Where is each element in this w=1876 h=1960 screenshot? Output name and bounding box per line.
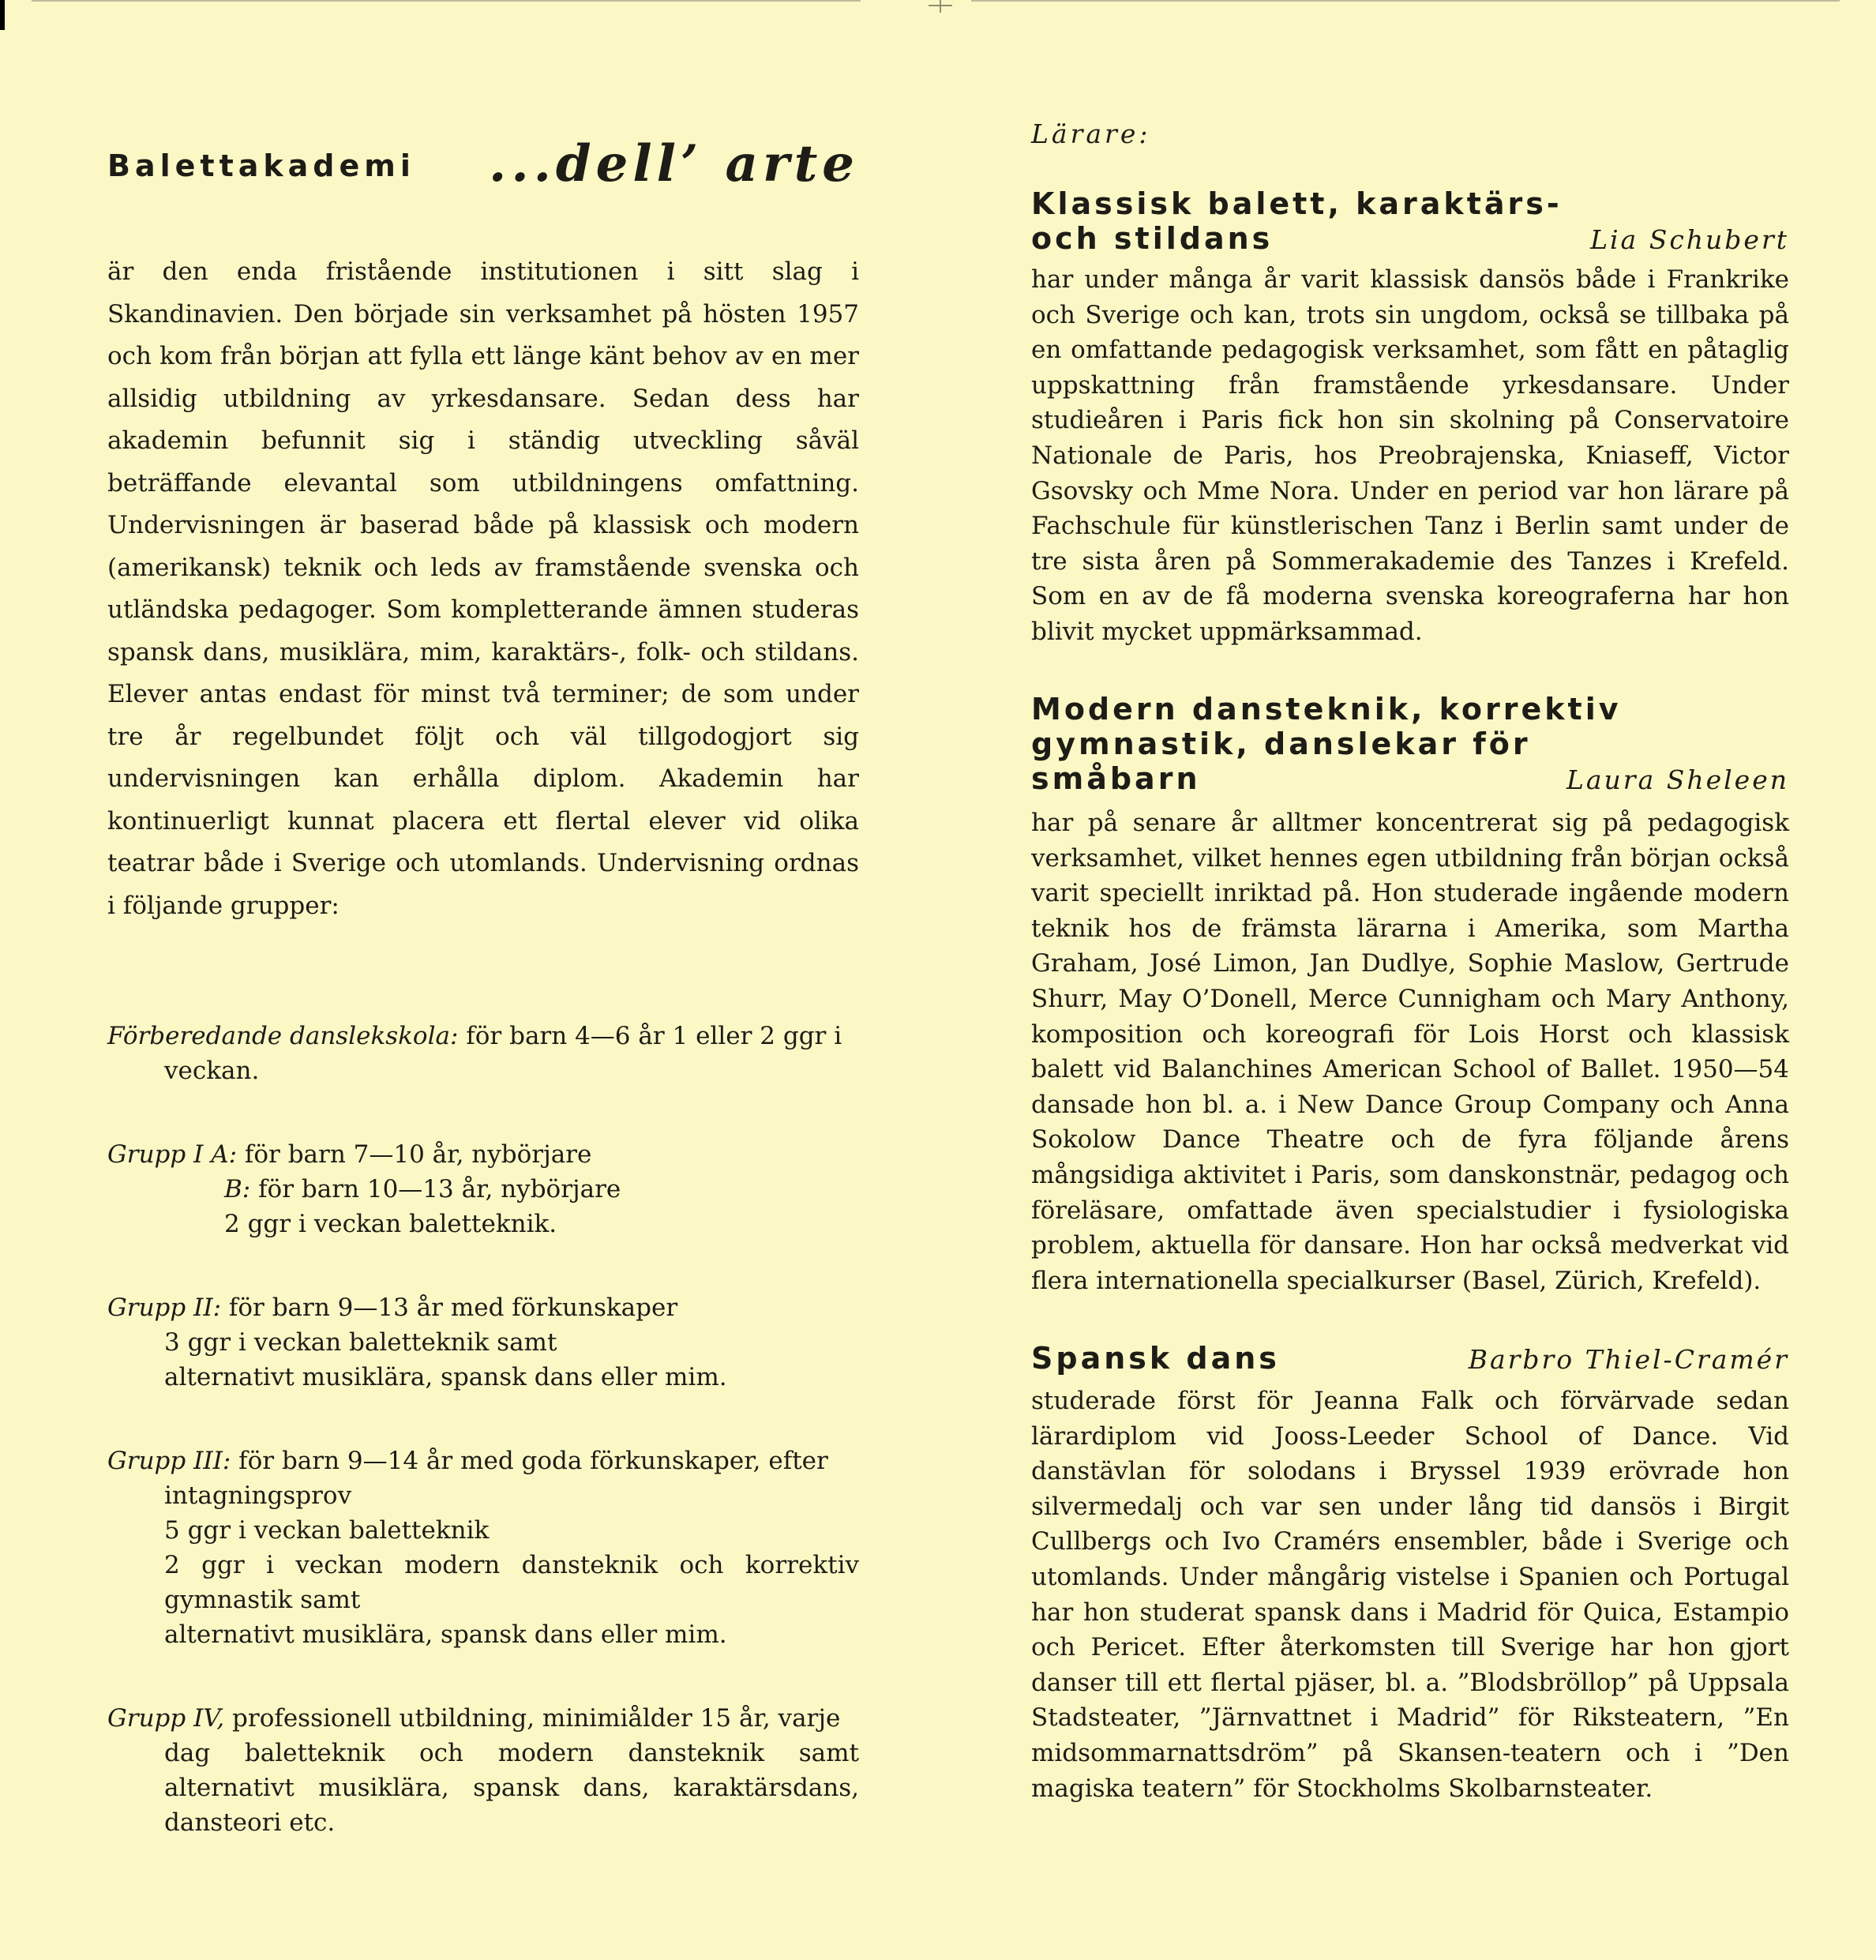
group-label: Förberedande danslekskola: [107,1022,459,1050]
group-2 [107,1290,859,1395]
group-label: Grupp III: [107,1447,231,1475]
group-text: dag baletteknik och modern dansteknik samt alternativt musiklära, spansk dans, karaktärsdans, dansteori etc. [164,1739,859,1837]
teacher-name: Lia Schubert [1590,224,1789,255]
teacher-name: Laura Sheleen [1566,764,1789,795]
teachers-heading: Lärare: [1031,118,1151,149]
teacher-name: Barbro Thiel-Cramér [1468,1344,1789,1375]
section-heading: och stildans [1031,221,1274,256]
section-heading: Klassisk balett, karaktärs- [1031,186,1563,221]
title-balettakademi: Balettakademi [107,148,415,183]
group-4 [107,1701,859,1840]
group-3 [107,1444,859,1652]
group-text: intagningsprov [164,1481,352,1510]
group-label: B: [224,1175,251,1203]
section-body: har under många år varit klassisk dansös både i Frankrike och Sverige och kan, trots sin ungdom, också se tillbaka på en omfattande pedagogisk verksamhet, som fått en påtaglig uppskattning från framstående yrkesdansare. Under studieåren i Paris fick hon sin skolning på Conservatoire Nationale de Paris, hos Preobrajenska, Kniaseff, Victor Gsovsky och Mme Nora. Under en period var hon lärare på Fachschule für künstlerischen Tanz i Berlin samt under de tre sista åren på Sommerakademie des Tanzes i Krefeld. Som en av de få moderna svenska koreograferna har hon blivit mycket uppmärksammad. [1031,265,1789,646]
group-text: alternativt musiklära, spansk dans eller mim. [164,1620,727,1649]
group-label: Grupp II: [107,1294,222,1322]
section-body: har på senare år alltmer koncentrerat sig på pedagogisk verksamhet, vilket hennes egen utbildning från början också varit speciellt inriktad på. Hon studerade ingående modern teknik hos de främsta lärarna i Amerika, som Martha Graham, José Limon, Jan Dudlye, Sophie Maslow, Gertrude Shurr, May O’Donell, Merce Cunnigham och Mary Anthony, komposition och koreografi för Lois Horst och klassisk balett vid Balanchines American School of Ballet. 1950—54 dansade hon bl. a. i New Dance Group Company och Anna Sokolow Dance Theatre och de fyra följande årens mångsidiga aktivitet i Paris, som danskonstnär, pedagog och föreläsare, omfattade även specialstudier i fysiologiska problem, aktuella för dansare. Hon har också medverkat vid flera internationella specialkurser (Basel, Zürich, Krefeld). [1031,809,1789,1295]
group-text: för barn 9—13 år med förkunskaper [221,1294,678,1322]
group-text: 2 ggr i veckan baletteknik. [224,1210,557,1238]
section-heading: småbarn [1031,761,1201,796]
group-text: för barn 10—13 år, nybörjare [250,1175,621,1203]
group-text: alternativt musiklära, spansk dans eller mim. [164,1363,727,1391]
top-border-left [32,0,861,2]
group-text: veckan. [164,1057,260,1085]
group-text: 5 ggr i veckan baletteknik [164,1516,490,1545]
group-text: för barn 4—6 år 1 eller 2 ggr i [458,1022,842,1050]
group-1 [107,1137,859,1241]
group-text: för barn 7—10 år, nybörjare [237,1140,592,1169]
section-heading: gymnastik, danslekar för [1031,727,1531,761]
title-dell-arte: ...dell’ arte [489,134,859,193]
section-spanish-dance [1031,1341,1789,1806]
group-label: Grupp IV, [107,1704,225,1733]
section-classical-ballet [1031,186,1789,650]
page-title [107,134,859,197]
fold-mark-dash [929,5,952,6]
group-text: 3 ggr i veckan baletteknik samt [164,1328,557,1357]
group-label: Grupp I A: [107,1140,238,1169]
group-text: professionell utbildning, minimiålder 15 år, varje [224,1704,841,1733]
section-modern-dance [1031,692,1789,1298]
section-heading: Spansk dans [1031,1341,1280,1376]
fold-mark [940,0,941,13]
intro-paragraph: är den enda fristående institutionen i sitt slag i Skandinavien. Den började sin verksamhet på hösten 1957 och kom från början att fylla ett länge känt behov av en mer allsidig utbildning av yrkesdansare. Sedan dess har akademin befunnit sig i ständig utveckling såväl beträffande elevantal som utbildningens omfattning. Undervisningen är baserad både på klassisk och modern (amerikansk) teknik och leds av framstående svenska och utländska pedagoger. Som kompletterande ämnen studeras spansk dans, musiklära, mim, karaktärs-, folk- och stildans. Elever antas endast för minst två terminer; de som under tre år regelbundet följt och väl tillgodogjort sig undervisningen kan erhålla diplom. Akademin har kontinuerligt kunnat placera ett flertal elever vid olika teatrar både i Sverige och utomlands. Undervisning ordnas i följande grupper: [107,257,859,920]
groups-list [107,1019,859,1840]
section-body: studerade först för Jeanna Falk och förvärvade sedan lärardiplom vid Jooss-Leeder School of Dance. Vid danstävlan för solodans i Bryssel 1939 erövrade hon silvermedalj och var sen under lång tid dansös i Birgit Cullbergs och Ivo Cramérs ensembler, både i Sverige och utomlands. Under mångårig vistelse i Spanien och Portugal har hon studerat spansk dans i Madrid för Quica, Estampio och Pericet. Efter återkomsten till Sverige har hon gjort danser till ett flertal pjäser, bl. a. ”Blodsbröllop” på Uppsala Stadsteater, ”Järnvattnet i Madrid” för Riksteatern, ”En midsommarnattsdröm” på Skansen-teatern och i ”Den magiska teatern” för Stockholms Skolbarnsteater. [1031,1387,1789,1803]
top-border-right [971,0,1840,2]
group-text: 2 ggr i veckan modern dansteknik och korrektiv gymnastik samt [164,1551,859,1614]
group-prep [107,1019,859,1088]
group-text: för barn 9—14 år med goda förkunskaper, efter [231,1447,828,1475]
section-heading: Modern dansteknik, korrektiv [1031,692,1622,727]
page-edge-mark [0,0,5,30]
